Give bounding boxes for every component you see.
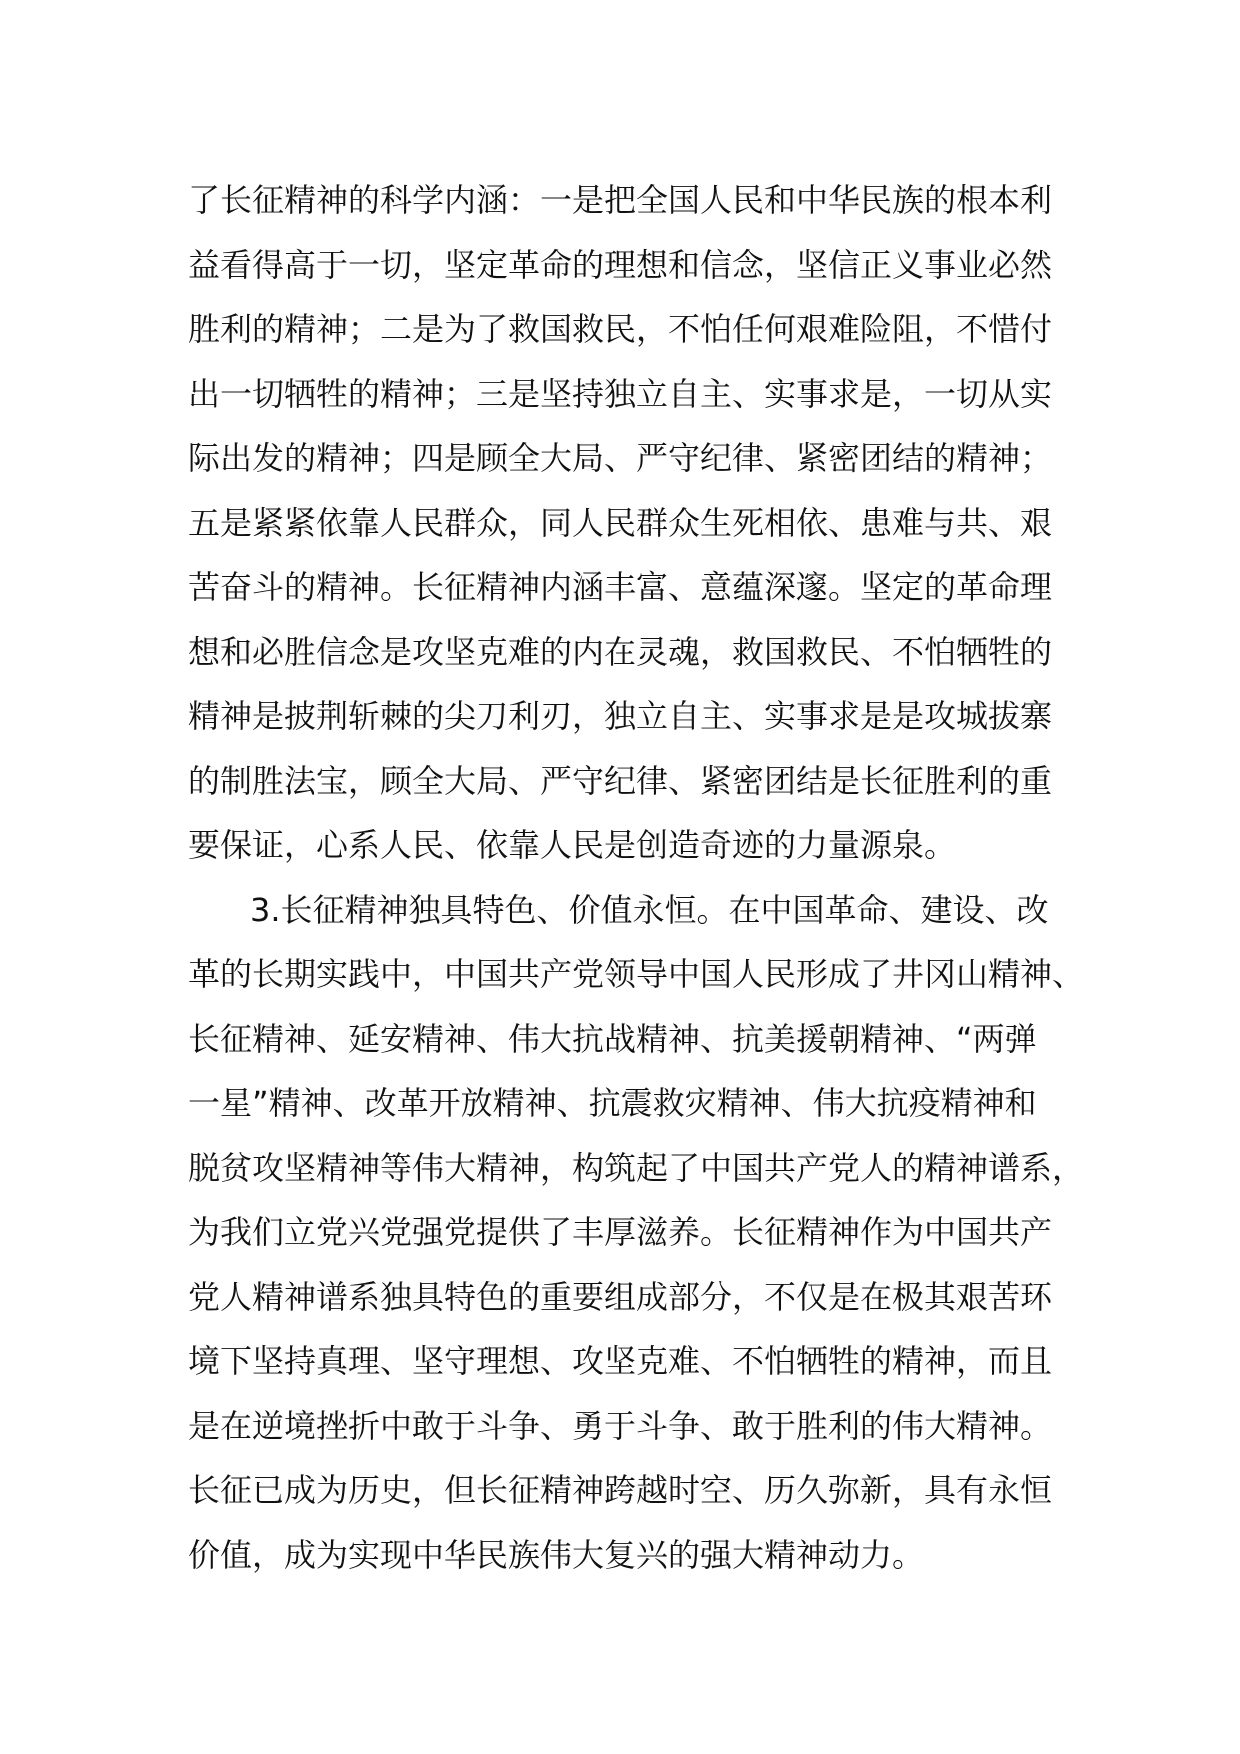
- text-line: 革的长期实践中，中国共产党领导中国人民形成了井冈山精神、: [188, 955, 1085, 993]
- text-line: 五是紧紧依靠人民群众，同人民群众生死相依、患难与共、艰: [188, 503, 1053, 542]
- text-line: 境下坚持真理、坚守理想、攻坚克难、不怕牺牲的精神，而且: [188, 1342, 1053, 1380]
- text-line: 长征精神、延安精神、伟大抗战精神、抗美援朝精神、“两弹: [188, 1019, 1037, 1058]
- body-text: [188, 168, 1088, 1587]
- paragraph-3-first-line: 3.长征精神独具特色、价值永恒。在中国革命、建设、改: [250, 890, 1049, 929]
- text-line: 要保证，心系人民、依靠人民是创造奇迹的力量源泉。: [188, 826, 957, 864]
- text-line: 出一切牺牲的精神；三是坚持独立自主、实事求是，一切从实: [188, 374, 1053, 413]
- text-line: 的制胜法宝，顾全大局、严守纪律、紧密团结是长征胜利的重: [188, 761, 1053, 800]
- text-line: 了长征精神的科学内涵：一是把全国人民和中华民族的根本利: [188, 181, 1053, 219]
- text-line: 价值，成为实现中华民族伟大复兴的强大精神动力。: [188, 1535, 925, 1574]
- text-line: 长征已成为历史，但长征精神跨越时空、历久弥新，具有永恒: [188, 1471, 1053, 1509]
- text-line: 精神是披荆斩棘的尖刀利刃，独立自主、实事求是是攻城拔寨: [188, 697, 1053, 735]
- text-line: 脱贫攻坚精神等伟大精神，构筑起了中国共产党人的精神谱系，: [188, 1148, 1085, 1187]
- text-line: 一星”精神、改革开放精神、抗震救灾精神、伟大抗疫精神和: [188, 1084, 1037, 1122]
- text-line: 党人精神谱系独具特色的重要组成部分，不仅是在极其艰苦环: [188, 1277, 1053, 1316]
- text-line: 苦奋斗的精神。长征精神内涵丰富、意蕴深邃。坚定的革命理: [188, 568, 1053, 606]
- text-line: 是在逆境挫折中敢于斗争、勇于斗争、敢于胜利的伟大精神。: [188, 1406, 1053, 1445]
- text-line: 胜利的精神；二是为了救国救民，不怕任何艰难险阻，不惜付: [188, 310, 1053, 348]
- text-line: 想和必胜信念是攻坚克难的内在灵魂，救国救民、不怕牺牲的: [188, 632, 1053, 671]
- text-line: 为我们立党兴党强党提供了丰厚滋养。长征精神作为中国共产: [188, 1213, 1053, 1251]
- text-line: 益看得高于一切，坚定革命的理想和信念，坚信正义事业必然: [188, 245, 1053, 284]
- text-line: 际出发的精神；四是顾全大局、严守纪律、紧密团结的精神；: [188, 439, 1053, 477]
